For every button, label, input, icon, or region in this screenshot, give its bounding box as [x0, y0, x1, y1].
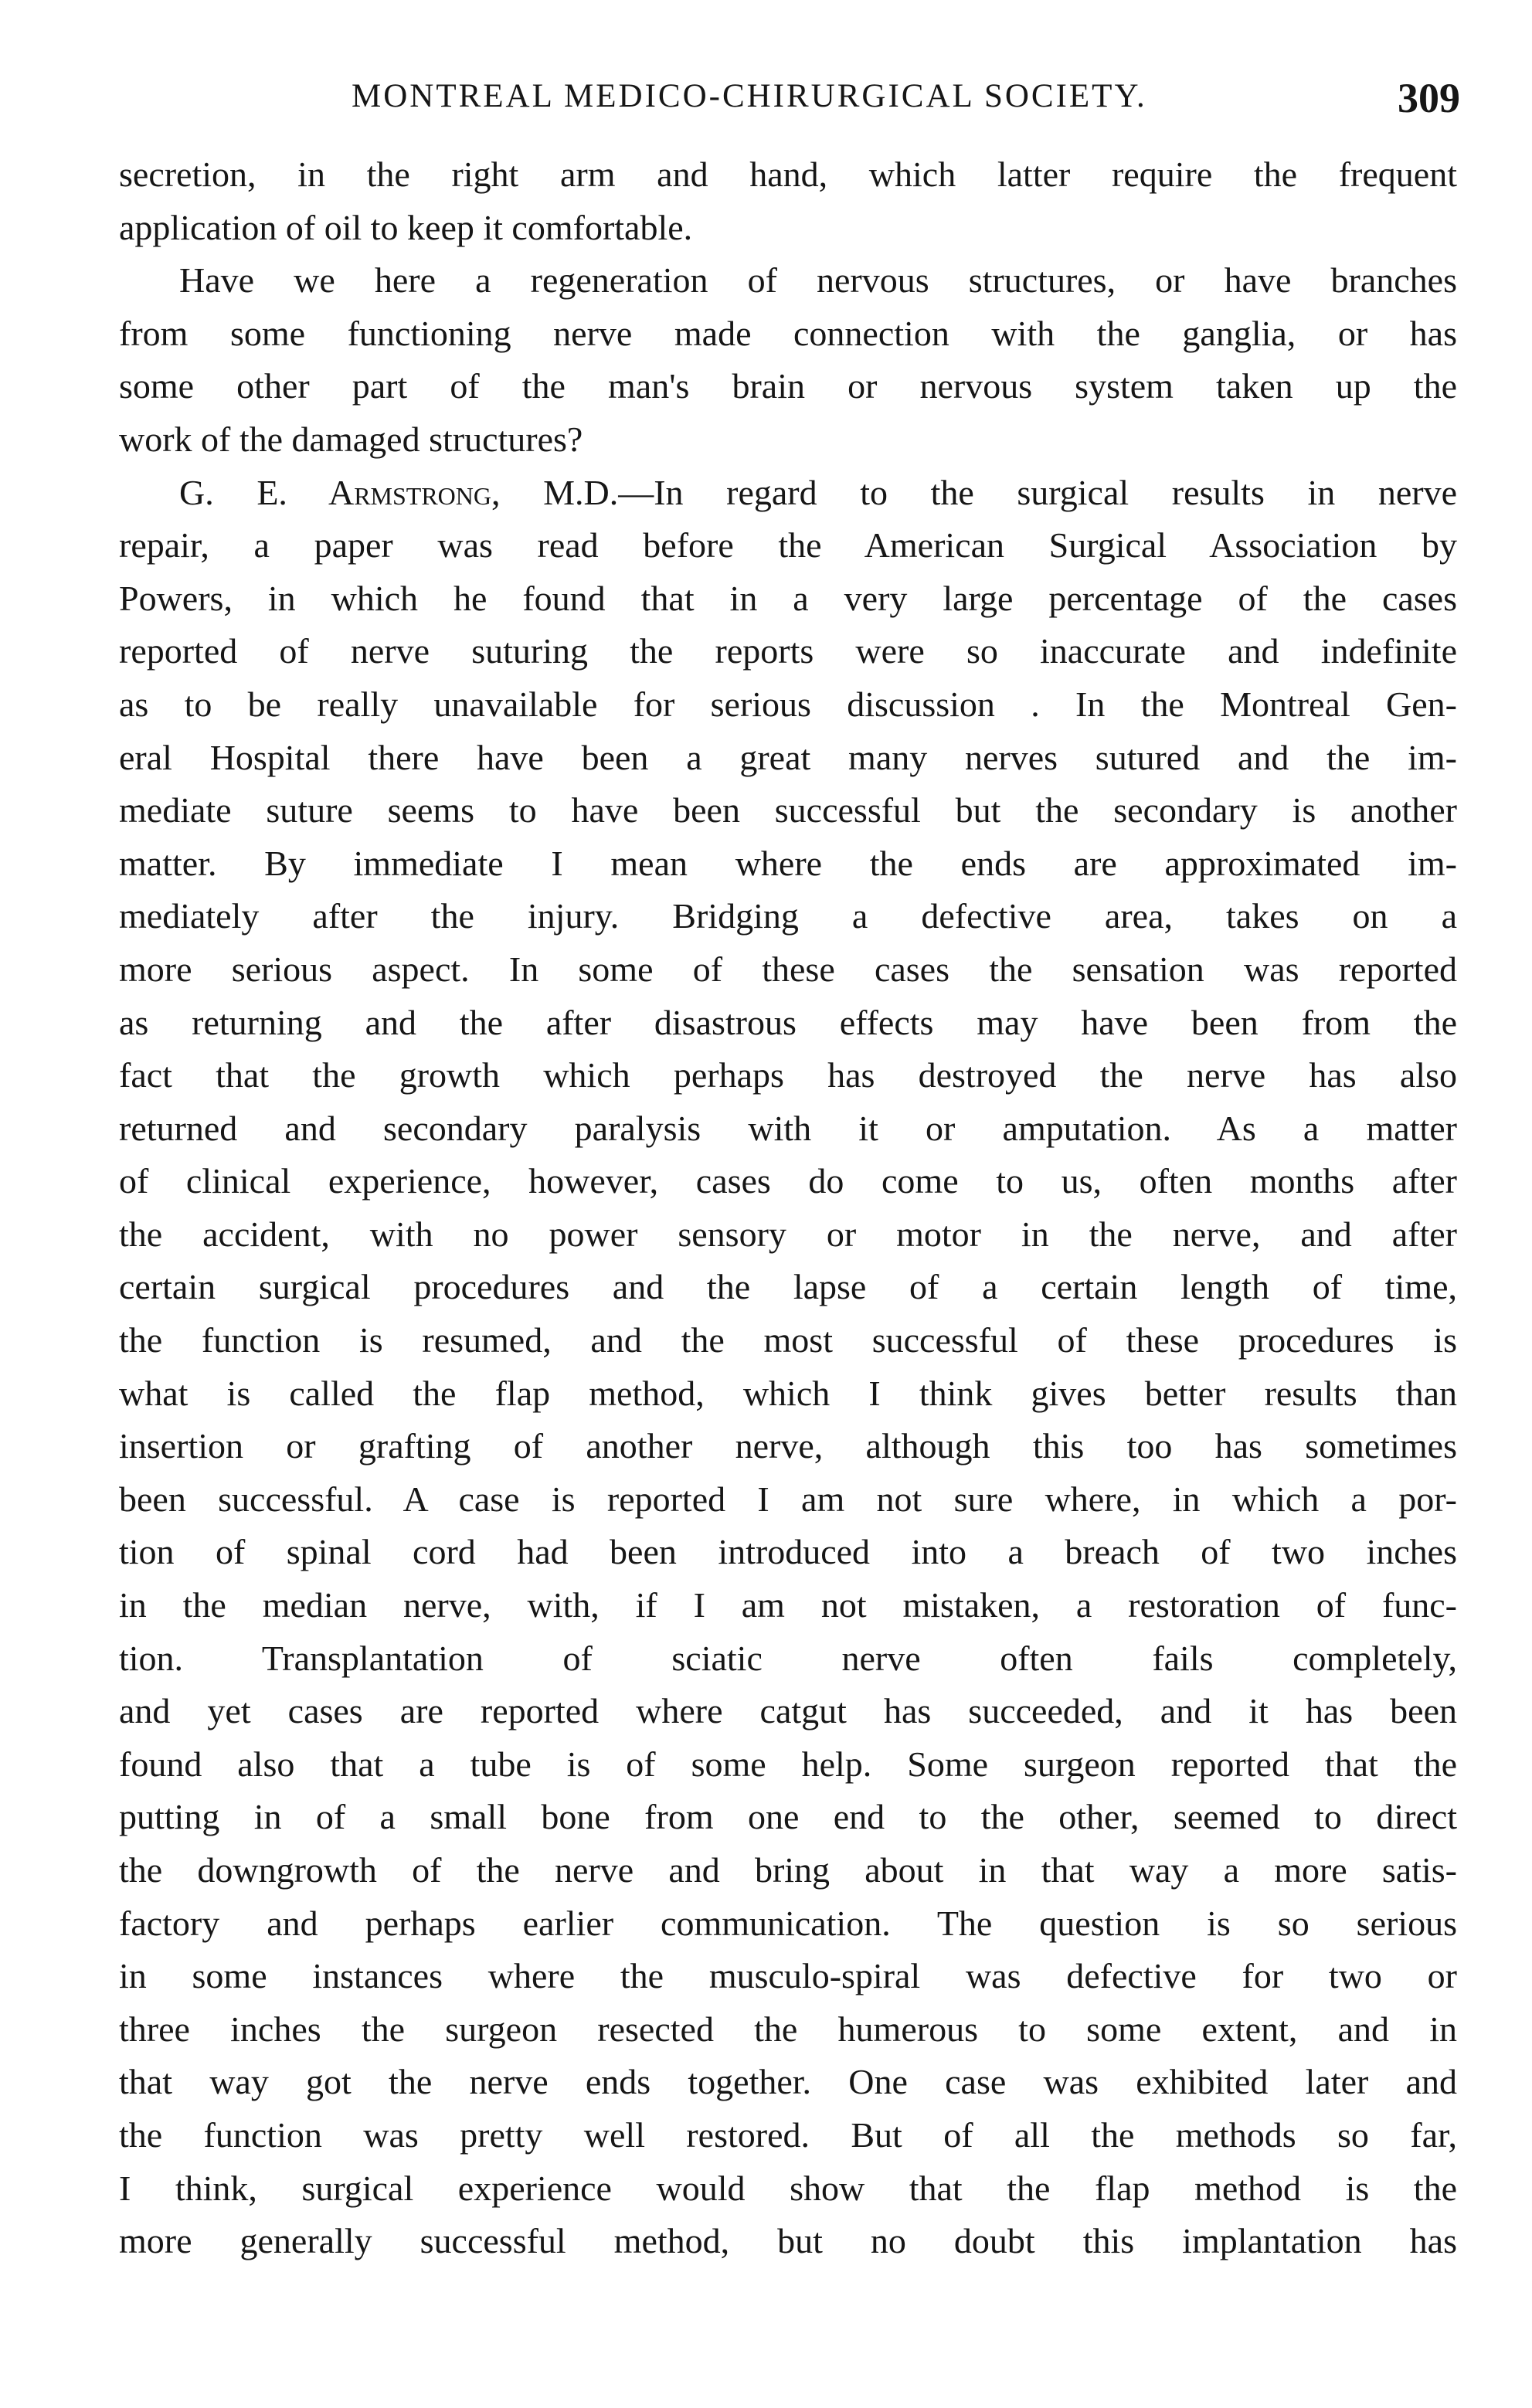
- line-text: returned and secondary paralysis with it or amputation. As a matter: [119, 1108, 1457, 1148]
- line-text: in some instances where the musculo-spiral was defective for two or: [119, 1956, 1457, 1996]
- text-line: [119, 519, 1457, 572]
- line-text: mediate suture seems to have been successful but the secondary is another: [119, 790, 1457, 830]
- line-text: what is called the flap method, which I think gives better results than: [119, 1373, 1457, 1413]
- line-text: tion of spinal cord had been introduced into a breach of two inches: [119, 1532, 1457, 1572]
- line-text: matter. By immediate I mean where the ends are approximated im-: [119, 843, 1457, 883]
- text-line: [119, 572, 1457, 626]
- line-text: repair, a paper was read before the American Surgical Association by: [119, 525, 1457, 565]
- text-line: [119, 2003, 1457, 2056]
- text-line: [119, 1526, 1457, 1579]
- text-line: [119, 1791, 1457, 1844]
- line-text: the function was pretty well restored. But of all the methods so far,: [119, 2114, 1457, 2155]
- line-text: Powers, in which he found that in a very large percentage of the cases: [119, 578, 1457, 618]
- line-text: —In regard to the surgical results in nerve: [618, 472, 1457, 512]
- line-text: found also that a tube is of some help. Some surgeon reported that the: [119, 1744, 1457, 1784]
- text-line: [119, 360, 1457, 413]
- text-line: [119, 1844, 1457, 1897]
- line-text: certain surgical procedures and the lapse of a certain length of time,: [119, 1267, 1457, 1307]
- line-text: more generally successful method, but no doubt this implantation has: [119, 2221, 1457, 2261]
- text-line: [119, 1049, 1457, 1102]
- text-line: [119, 1738, 1457, 1792]
- text-line: [119, 1208, 1457, 1262]
- text-line: [119, 1950, 1457, 2003]
- line-text: reported of nerve suturing the reports were so inaccurate and indefinite: [119, 631, 1457, 671]
- line-text: tion. Transplantation of sciatic nerve often fails completely,: [119, 1638, 1457, 1678]
- text-line: [119, 1367, 1457, 1421]
- text-line: [119, 1579, 1457, 1632]
- text-line: [119, 1685, 1457, 1738]
- text-line: [119, 1473, 1457, 1527]
- text-line: [119, 997, 1457, 1050]
- line-text: from some functioning nerve made connection with the ganglia, or has: [119, 313, 1457, 353]
- text-line: [119, 413, 1457, 467]
- line-text: in the median nerve, with, if I am not mistaken, a restoration of func-: [119, 1585, 1457, 1625]
- text-line: [119, 254, 1457, 307]
- text-line: [119, 837, 1457, 891]
- text-line: [119, 467, 1457, 520]
- line-text: and yet cases are reported where catgut has succeeded, and it has been: [119, 1691, 1457, 1731]
- line-text: more serious aspect. In some of these cases the sensation was reported: [119, 949, 1457, 989]
- text-line: [119, 1897, 1457, 1951]
- line-text: as returning and the after disastrous effects may have been from the: [119, 1002, 1457, 1042]
- text-line: [119, 1102, 1457, 1156]
- text-line: [119, 678, 1457, 732]
- line-text: of clinical experience, however, cases do come to us, often months after: [119, 1161, 1457, 1201]
- text-line: [119, 307, 1457, 361]
- line-text: Have we here a regeneration of nervous structures, or have branches: [179, 260, 1457, 301]
- line-text: factory and perhaps earlier communication. The question is so serious: [119, 1903, 1457, 1943]
- text-line: [119, 202, 1457, 255]
- line-text: mediately after the injury. Bridging a defective area, takes on a: [119, 896, 1457, 936]
- text-line: [119, 1632, 1457, 1686]
- text-line: [119, 1420, 1457, 1473]
- text-line: [119, 1155, 1457, 1208]
- line-text: that way got the nerve ends together. One case was exhibited later and: [119, 2062, 1457, 2102]
- text-line: [119, 890, 1457, 943]
- text-line: [119, 2109, 1457, 2162]
- text-line: [119, 1261, 1457, 1314]
- line-text: the accident, with no power sensory or motor in the nerve, and after: [119, 1214, 1457, 1254]
- line-text: eral Hospital there have been a great many nerves sutured and the im-: [119, 737, 1457, 777]
- page-number: 309: [1398, 75, 1460, 121]
- line-text: I think, surgical experience would show that the flap method is the: [119, 2168, 1457, 2208]
- line-text: some other part of the man's brain or nervous system taken up the: [119, 366, 1457, 406]
- line-text: putting in of a small bone from one end to the other, seemed to direct: [119, 1797, 1457, 1837]
- text-line: [119, 943, 1457, 997]
- text-line: [119, 2056, 1457, 2109]
- line-text: the downgrowth of the nerve and bring about in that way a more satis-: [119, 1850, 1457, 1890]
- running-header: [116, 74, 1460, 128]
- text-line: [119, 148, 1457, 202]
- text-line: [119, 625, 1457, 678]
- line-text: the function is resumed, and the most successful of these procedures is: [119, 1320, 1457, 1360]
- line-text: secretion, in the right arm and hand, which latter require the frequent: [119, 155, 1457, 194]
- text-line: [119, 784, 1457, 837]
- text-line: [119, 2215, 1457, 2268]
- text-line: [119, 1314, 1457, 1367]
- line-text: work of the damaged structures?: [119, 419, 583, 459]
- line-text: fact that the growth which perhaps has destroyed the nerve has also: [119, 1055, 1457, 1095]
- body-text: [119, 148, 1457, 2268]
- line-text: application of oil to keep it comfortable.: [119, 207, 693, 247]
- line-text: insertion or grafting of another nerve, although this too has sometimes: [119, 1426, 1457, 1466]
- running-head-title: MONTREAL MEDICO-CHIRURGICAL SOCIETY.: [352, 78, 1147, 114]
- speaker-name: G. E. Armstrong, M.D.: [179, 472, 619, 512]
- line-text: as to be really unavailable for serious discussion . In the Montreal Gen-: [119, 684, 1457, 724]
- text-line: [119, 732, 1457, 785]
- line-text: been successful. A case is reported I am not sure where, in which a por-: [119, 1479, 1457, 1519]
- text-line: [119, 2162, 1457, 2216]
- line-text: three inches the surgeon resected the humerous to some extent, and in: [119, 2009, 1457, 2049]
